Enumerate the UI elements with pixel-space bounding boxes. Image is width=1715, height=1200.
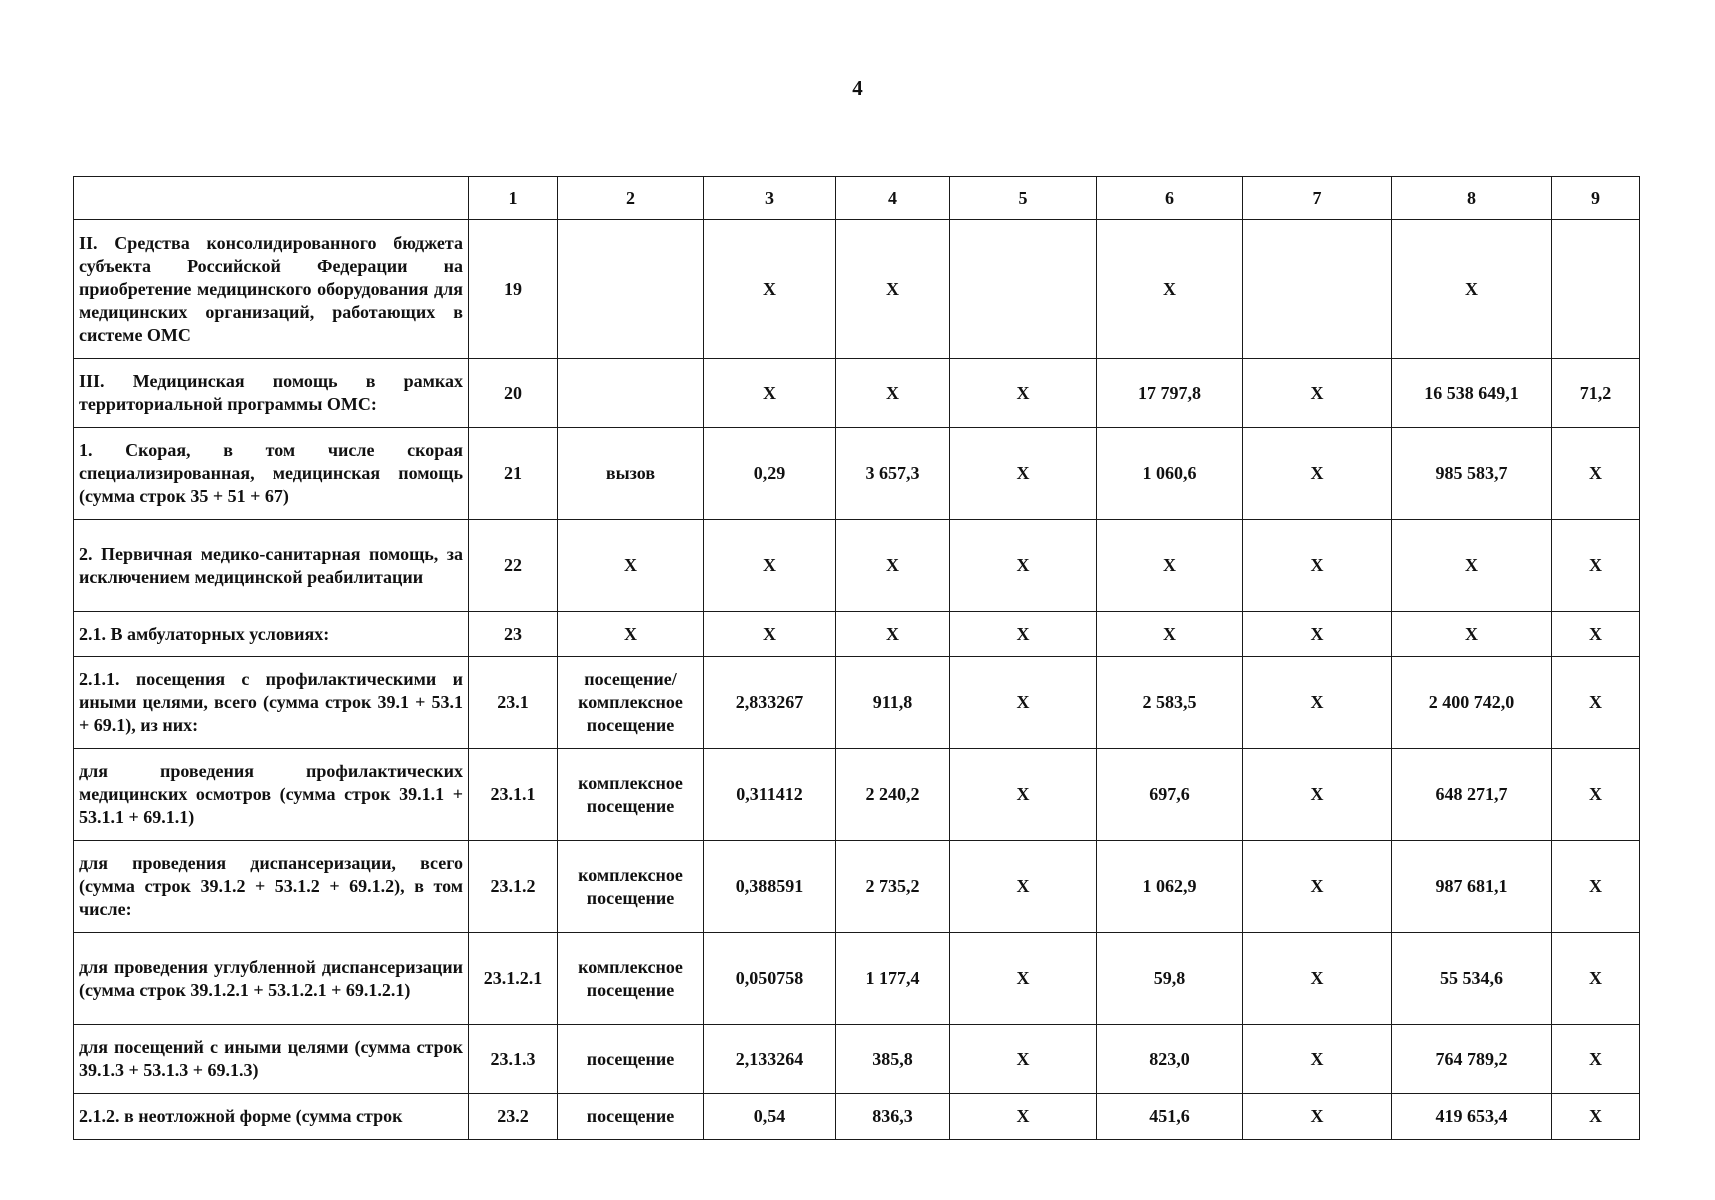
table-cell: комплексное посещение (558, 933, 704, 1025)
table-cell: 823,0 (1097, 1025, 1243, 1094)
table-cell: 19 (469, 220, 558, 359)
table-cell: 17 797,8 (1097, 359, 1243, 428)
table-cell: 911,8 (836, 657, 950, 749)
table-row (74, 1094, 1640, 1140)
table-cell: X (950, 1094, 1097, 1140)
table-cell: комплексное посещение (558, 841, 704, 933)
table-cell: X (1243, 841, 1392, 933)
table-cell: 697,6 (1097, 749, 1243, 841)
table-cell: 2,133264 (704, 1025, 836, 1094)
table-row (74, 841, 1640, 933)
table-cell: 16 538 649,1 (1392, 359, 1552, 428)
table-cell: 0,29 (704, 428, 836, 520)
table-cell: 23.1.3 (469, 1025, 558, 1094)
table-cell: X (950, 749, 1097, 841)
table-cell: 23 (469, 612, 558, 657)
financing-table (73, 176, 1640, 1140)
row-name-cell: для посещений с иными целями (сумма строк 39.1.3 + 53.1.3 + 69.1.3) (74, 1025, 469, 1094)
table-cell: X (1552, 841, 1640, 933)
table-cell: 451,6 (1097, 1094, 1243, 1140)
table-cell: комплексное посещение (558, 749, 704, 841)
table-row (74, 612, 1640, 657)
header-cell: 1 (469, 177, 558, 220)
row-name-cell: 2. Первичная медико-санитарная помощь, за исключением медицинской реабилитации (74, 520, 469, 612)
table-cell: X (1243, 428, 1392, 520)
table-cell: 22 (469, 520, 558, 612)
table-cell: X (1552, 749, 1640, 841)
header-cell: 7 (1243, 177, 1392, 220)
table-cell: 2 735,2 (836, 841, 950, 933)
table-cell: X (1552, 428, 1640, 520)
table-cell: X (950, 520, 1097, 612)
table-cell: 23.1.2 (469, 841, 558, 933)
row-name-cell: 2.1.1. посещения с профилактическими и иными целями, всего (сумма строк 39.1 + 53.1 + 69.1), из них: (74, 657, 469, 749)
table-cell: 2 400 742,0 (1392, 657, 1552, 749)
row-name-cell: 1. Скорая, в том числе скорая специализированная, медицинская помощь (сумма строк 35 + 51 + 67) (74, 428, 469, 520)
table-cell (558, 359, 704, 428)
table-cell: X (704, 612, 836, 657)
table-cell: X (1552, 612, 1640, 657)
header-cell: 6 (1097, 177, 1243, 220)
page-number: 4 (852, 76, 863, 100)
table-cell: 23.1.1 (469, 749, 558, 841)
table-cell: X (1243, 933, 1392, 1025)
table-row (74, 749, 1640, 841)
table-cell: X (1243, 749, 1392, 841)
table-cell: X (1243, 657, 1392, 749)
table-cell: X (1243, 1094, 1392, 1140)
table-cell: X (1243, 612, 1392, 657)
table-cell: X (704, 520, 836, 612)
row-name-cell: 2.1. В амбулаторных условиях: (74, 612, 469, 657)
table-cell: X (950, 612, 1097, 657)
header-cell: 5 (950, 177, 1097, 220)
header-cell (74, 177, 469, 220)
table-cell: X (1243, 520, 1392, 612)
table-cell: 1 177,4 (836, 933, 950, 1025)
table-cell: 23.1.2.1 (469, 933, 558, 1025)
table-cell: 3 657,3 (836, 428, 950, 520)
table-cell: X (1243, 1025, 1392, 1094)
table-cell: X (950, 657, 1097, 749)
table-cell: 71,2 (1552, 359, 1640, 428)
row-name-cell: II. Средства консолидированного бюджета субъекта Российской Федерации на приобретение медицинского оборудования для медицинских организаций, работающих в системе ОМС (74, 220, 469, 359)
header-row (74, 177, 1640, 220)
table-cell: X (1392, 520, 1552, 612)
table-cell: 385,8 (836, 1025, 950, 1094)
header-cell: 3 (704, 177, 836, 220)
table-cell: 419 653,4 (1392, 1094, 1552, 1140)
table-cell: 836,3 (836, 1094, 950, 1140)
table-cell (558, 220, 704, 359)
table-cell (1243, 220, 1392, 359)
header-cell: 8 (1392, 177, 1552, 220)
table-cell: X (836, 220, 950, 359)
table-cell: X (1552, 657, 1640, 749)
table-cell: X (1097, 612, 1243, 657)
table-cell (950, 220, 1097, 359)
table-cell: X (836, 612, 950, 657)
table-cell: 985 583,7 (1392, 428, 1552, 520)
row-name-cell: для проведения профилактических медицинских осмотров (сумма строк 39.1.1 + 53.1.1 + 69.1.1) (74, 749, 469, 841)
table-cell: 0,54 (704, 1094, 836, 1140)
table-row (74, 933, 1640, 1025)
table-cell: посещение/ комплексное посещение (558, 657, 704, 749)
table-cell: 1 060,6 (1097, 428, 1243, 520)
table-row (74, 220, 1640, 359)
table-cell: 59,8 (1097, 933, 1243, 1025)
table-cell: 21 (469, 428, 558, 520)
row-name-cell: 2.1.2. в неотложной форме (сумма строк (74, 1094, 469, 1140)
table-cell: X (1552, 1094, 1640, 1140)
table-cell: 2 240,2 (836, 749, 950, 841)
table-row (74, 657, 1640, 749)
table-cell: посещение (558, 1025, 704, 1094)
table-cell: X (1552, 520, 1640, 612)
table-cell: X (704, 220, 836, 359)
table-cell: посещение (558, 1094, 704, 1140)
table-cell: X (836, 520, 950, 612)
table-cell: X (1392, 220, 1552, 359)
table-cell: X (1097, 520, 1243, 612)
table-cell: X (950, 359, 1097, 428)
table-cell: 764 789,2 (1392, 1025, 1552, 1094)
table-cell: 23.1 (469, 657, 558, 749)
table-cell: X (1552, 933, 1640, 1025)
table-row (74, 359, 1640, 428)
header-cell: 2 (558, 177, 704, 220)
table-body (74, 177, 1640, 1140)
table-cell (1552, 220, 1640, 359)
table-cell: 2,833267 (704, 657, 836, 749)
table-cell: X (836, 359, 950, 428)
table-cell: 0,311412 (704, 749, 836, 841)
table-row (74, 520, 1640, 612)
table-cell: X (950, 841, 1097, 933)
table-cell: 0,050758 (704, 933, 836, 1025)
table-row (74, 1025, 1640, 1094)
table-cell: X (558, 612, 704, 657)
table-cell: 2 583,5 (1097, 657, 1243, 749)
table-cell: 55 534,6 (1392, 933, 1552, 1025)
table-cell: X (704, 359, 836, 428)
table-cell: 987 681,1 (1392, 841, 1552, 933)
table-cell: вызов (558, 428, 704, 520)
table-row (74, 428, 1640, 520)
table-cell: X (558, 520, 704, 612)
table-cell: X (1097, 220, 1243, 359)
row-name-cell: III. Медицинская помощь в рамках территориальной программы ОМС: (74, 359, 469, 428)
header-cell: 4 (836, 177, 950, 220)
table-cell: X (950, 1025, 1097, 1094)
table-cell: X (1392, 612, 1552, 657)
table-cell: 23.2 (469, 1094, 558, 1140)
table-cell: 648 271,7 (1392, 749, 1552, 841)
row-name-cell: для проведения диспансеризации, всего (сумма строк 39.1.2 + 53.1.2 + 69.1.2), в том числе: (74, 841, 469, 933)
row-name-cell: для проведения углубленной диспансеризации (сумма строк 39.1.2.1 + 53.1.2.1 + 69.1.2.1) (74, 933, 469, 1025)
header-cell: 9 (1552, 177, 1640, 220)
table-cell: 1 062,9 (1097, 841, 1243, 933)
table-cell: X (1243, 359, 1392, 428)
table-cell: 20 (469, 359, 558, 428)
table-cell: X (950, 933, 1097, 1025)
table-cell: 0,388591 (704, 841, 836, 933)
table-cell: X (950, 428, 1097, 520)
table-cell: X (1552, 1025, 1640, 1094)
